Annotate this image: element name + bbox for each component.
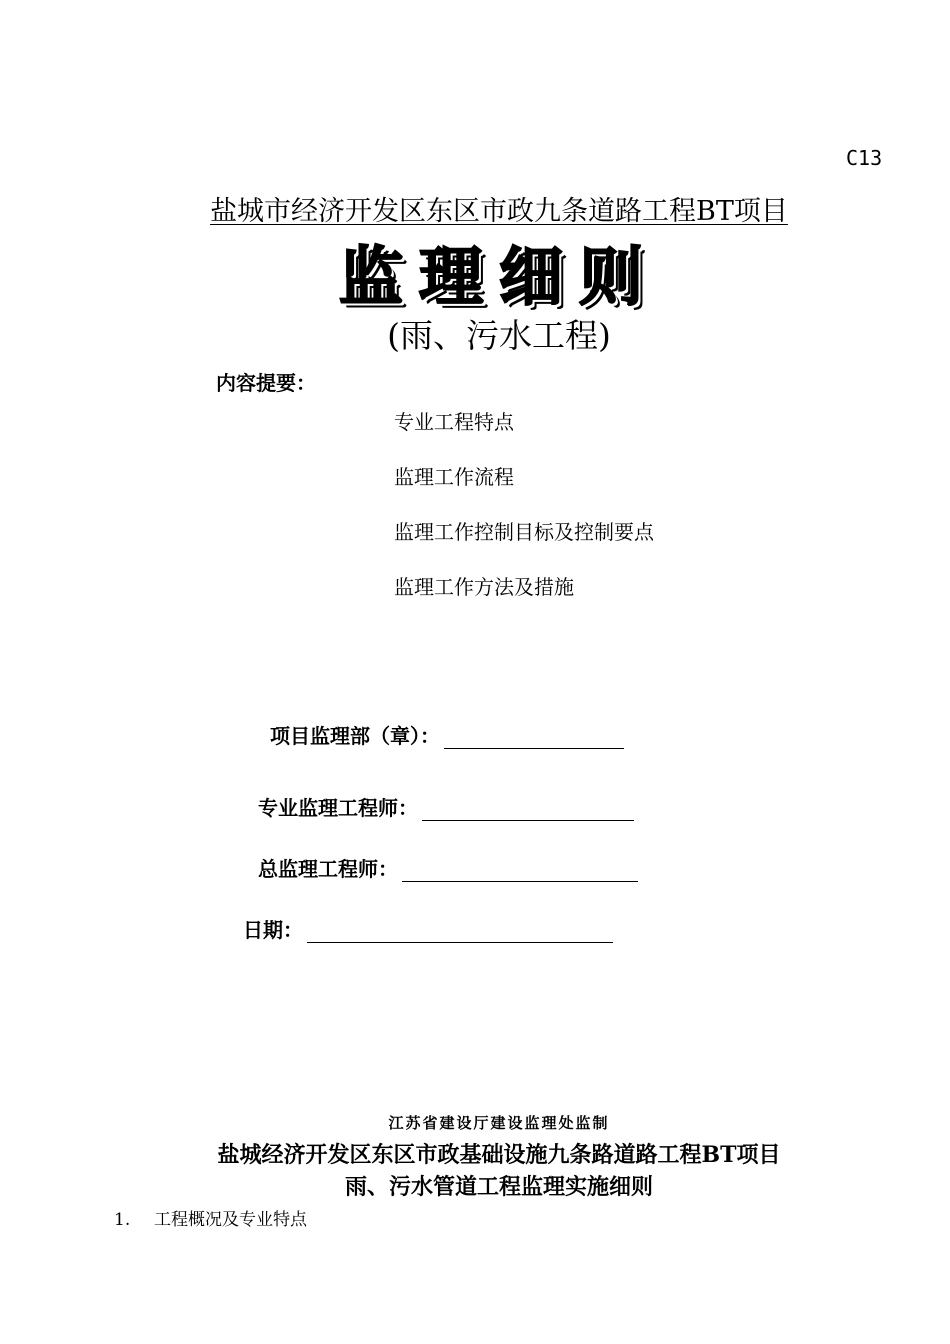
subtitle: (雨、污水工程) xyxy=(387,316,611,355)
section-title: 工程概况及专业特点 xyxy=(154,1210,307,1230)
summary-label: 内容提要： xyxy=(216,371,316,395)
toc-item: 监理工作控制目标及控制要点 xyxy=(394,520,654,544)
toc-item: 监理工作流程 xyxy=(394,465,514,489)
project-title-text: 盐城市经济开发区东区市政九条道路工程BT项目 xyxy=(210,196,788,227)
document-code: C13 xyxy=(846,146,883,170)
engineer-signature-label: 专业监理工程师： xyxy=(258,796,418,820)
section-heading xyxy=(114,1205,307,1230)
date-signature-row xyxy=(243,914,613,943)
dept-signature-row xyxy=(270,720,624,749)
engineer-signature-row xyxy=(258,792,634,821)
toc-item: 监理工作方法及措施 xyxy=(394,575,574,599)
project-title xyxy=(0,189,950,228)
bottom-title-line1: 盐城经济开发区东区市政基础设施九条路道路工程BT项目 xyxy=(217,1142,781,1168)
supervisor-note: 江苏省建设厅建设监理处监制 xyxy=(388,1114,610,1132)
chief-signature-label: 总监理工程师： xyxy=(258,857,398,881)
engineer-signature-line[interactable] xyxy=(422,800,634,821)
bottom-title-line2: 雨、污水管道工程监理实施细则 xyxy=(344,1174,653,1200)
section-number: 1. xyxy=(114,1210,131,1230)
dept-signature-line[interactable] xyxy=(444,728,624,749)
chief-signature-line[interactable] xyxy=(402,861,638,882)
date-signature-line[interactable] xyxy=(307,922,613,943)
date-signature-label: 日期： xyxy=(243,918,303,942)
chief-signature-row xyxy=(258,853,638,882)
dept-signature-label: 项目监理部（章）： xyxy=(270,724,440,748)
toc-item: 专业工程特点 xyxy=(394,410,514,434)
main-title: 监理细则 xyxy=(339,241,659,315)
